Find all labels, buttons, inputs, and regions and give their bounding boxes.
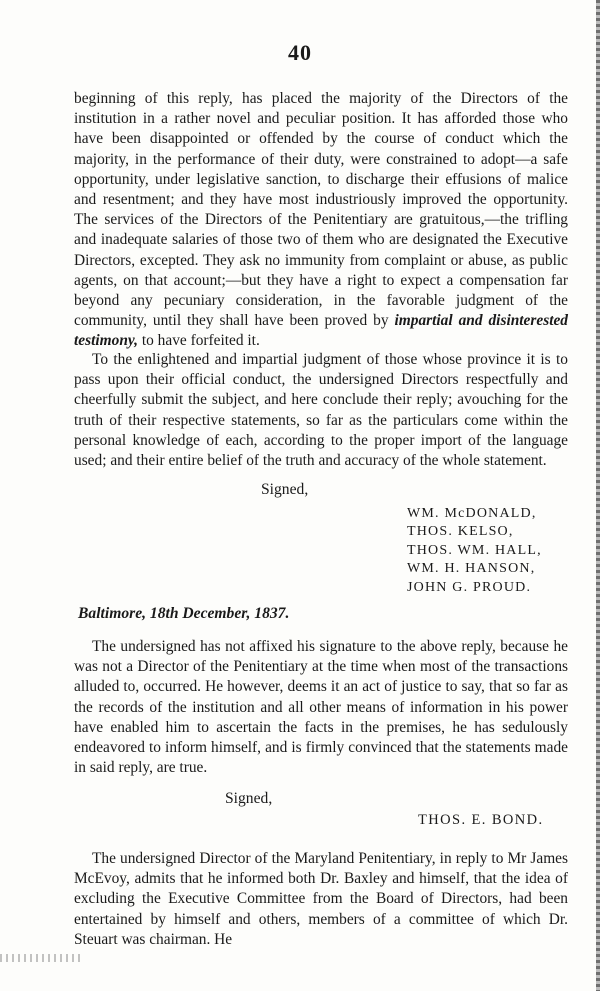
body-paragraph-2 (74, 350, 568, 471)
signatory-name: WM. H. HANSON, (407, 561, 536, 577)
dateline: Baltimore, 18th December, 1837. (78, 605, 290, 622)
paragraph-2-text: To the enlightened and impartial judgment of those whose province it is to pass upon their official conduct, the undersigned Directors respectfully and cheerfully submit the subject, and here conclude their reply; avouching for the truth of their respective statements, so far as the particulars come within the personal knowledge of each, according to the proper import of the language used; and their entire belief of the truth and accuracy of the whole statement. (74, 351, 568, 470)
signed-label-2: Signed, (225, 790, 273, 807)
signatory-name: JOHN G. PROUD. (407, 579, 532, 595)
final-paragraph (74, 849, 568, 950)
signatory-name: WM. McDONALD, (407, 506, 537, 521)
paragraph-1-text: beginning of this reply, has placed the majority of the Directors of the institution in a rather novel and peculiar position. It has afforded those who have been disappointed or offended by the course of conduct which the majority, in the performance of their duty, were constrained to adopt—a safe opportunity, under legislative sanction, to discharge their effusions of malice and resentment; and they have most industriously improved the opportunity. The services of the Directors of the Penitentiary are gratuitous,—the trifling and inadequate salaries of those two of them who are designated the Executive Directors, excepted. They ask no immunity from complaint or abuse, as public agents, on that account;—but they have a right to expect a compensation far beyond any pecuniary consideration, in the favorable judgment of the community, until they shall have been proved by (74, 90, 568, 330)
signatory-name: THOS. WM. HALL, (407, 542, 542, 558)
page-number: 40 (288, 40, 312, 65)
final-paragraph-text: The undersigned Director of the Maryland Penitentiary, in reply to Mr James McEvoy, admits that he informed both Dr. Baxley and himself, that the idea of excluding the Executive Committee from the Board of Directors, had been entertained by himself and others, members of a committee of which Dr. Steuart was chairman. He (74, 850, 568, 948)
signatory-name: THOS. KELSO, (407, 524, 514, 540)
paragraph-1-end: to have forfeited it. (141, 332, 260, 350)
body-paragraph-1 (74, 89, 568, 352)
signatory-list (407, 505, 542, 597)
scan-binding-edge (596, 0, 600, 991)
scan-smudge (0, 954, 80, 962)
bond-paragraph-text: The undersigned has not affixed his signature to the above reply, because he was not a Director of the Penitentiary at the time when most of the transactions alluded to, occurred. He however, deems it an act of justice to say, that so far as the records of the institution and all other means of information in his power have enabled him to ascertain the facts in the premises, he has sedulously endeavored to inform himself, and is firmly convinced that the statements made in said reply, are true. (74, 638, 568, 777)
signed-label-1: Signed, (261, 481, 309, 498)
bond-statement (74, 637, 568, 778)
paragraph-1-italic: impartial and disinterested testimony, (74, 312, 568, 350)
bond-signature-name: THOS. E. BOND. (418, 812, 544, 828)
